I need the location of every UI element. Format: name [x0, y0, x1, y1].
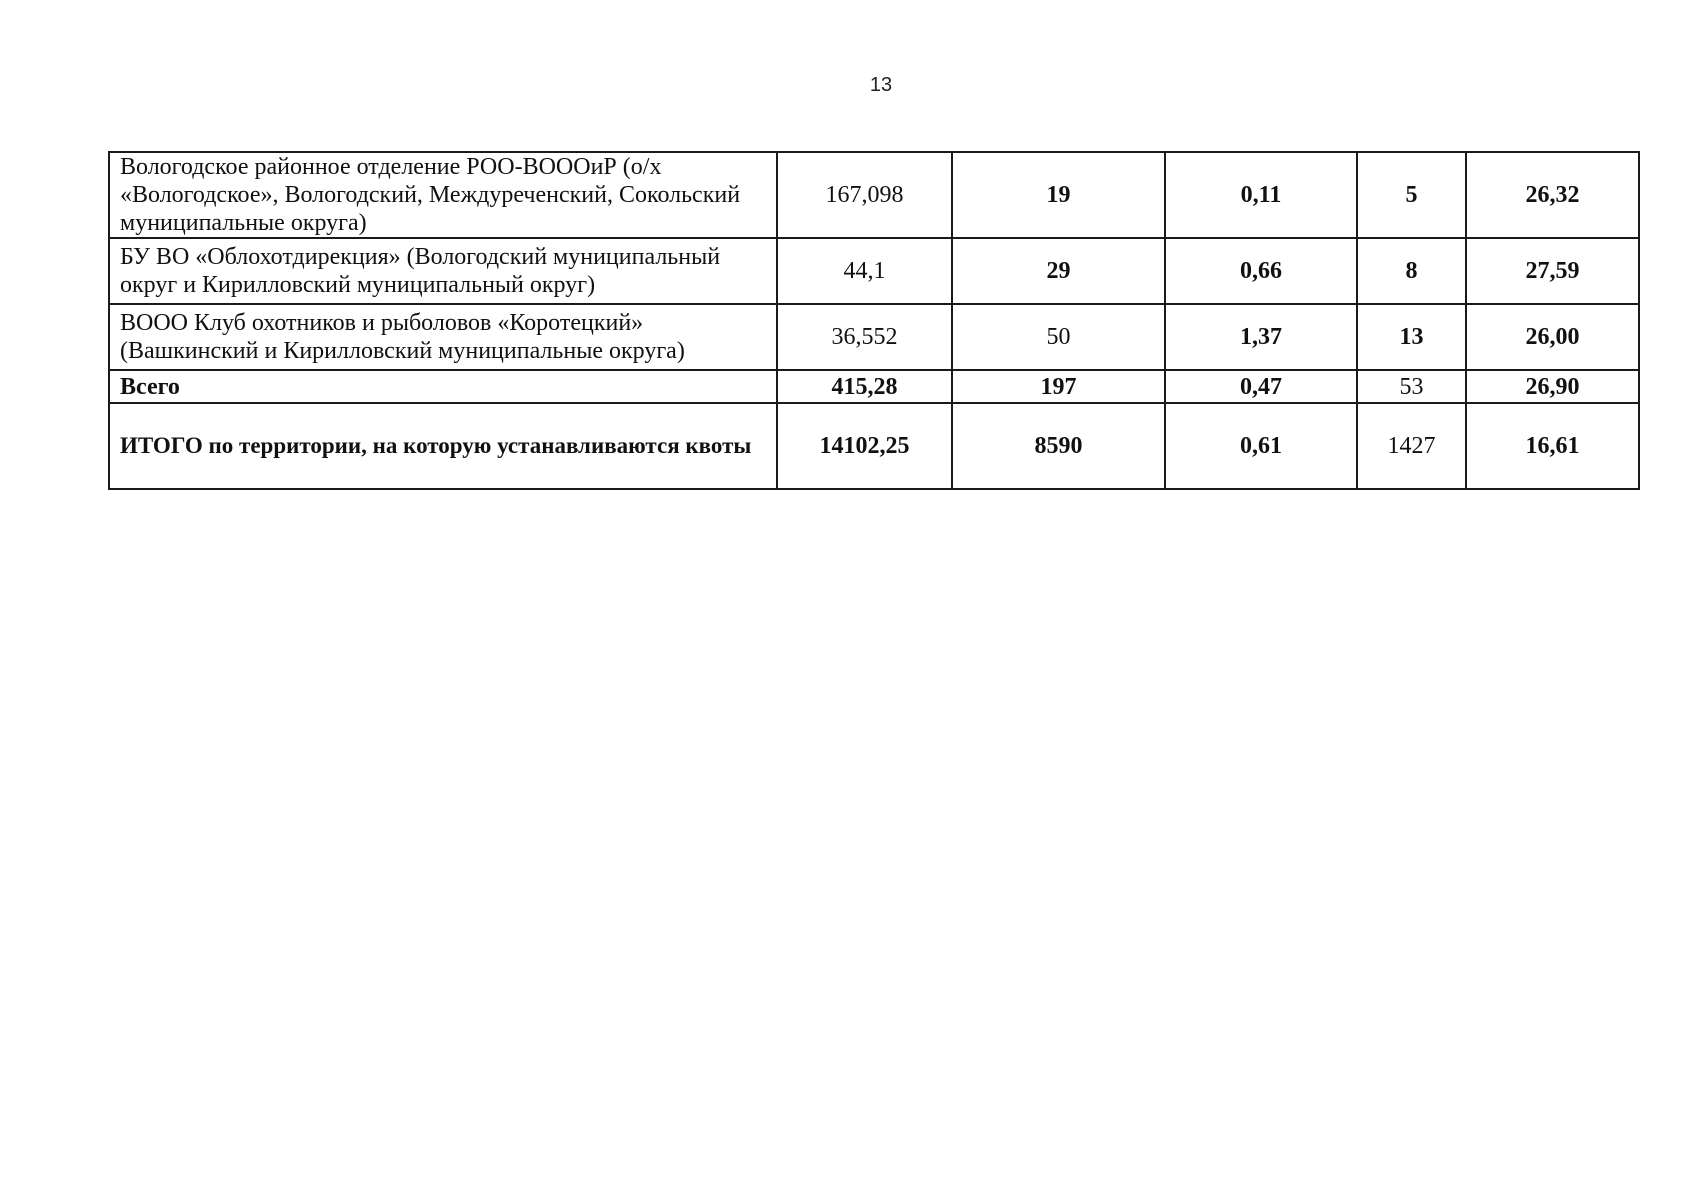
table-row [109, 304, 1639, 370]
area-cell: 44,1 [777, 238, 952, 304]
table-row [109, 238, 1639, 304]
density-cell: 0,66 [1165, 238, 1357, 304]
table-row [109, 152, 1639, 238]
quota-cell: 1427 [1357, 403, 1466, 489]
count-cell: 19 [952, 152, 1165, 238]
row-name-cell: ВООО Клуб охотников и рыболовов «Коротецкий» (Вашкинский и Кирилловский муниципальные округа) [109, 304, 777, 370]
density-cell: 1,37 [1165, 304, 1357, 370]
total-label-cell: Всего [109, 370, 777, 403]
density-cell: 0,47 [1165, 370, 1357, 403]
grand-total-row [109, 403, 1639, 489]
percent-cell: 16,61 [1466, 403, 1639, 489]
grand-total-label-cell: ИТОГО по территории, на которую устанавливаются квоты [109, 403, 777, 489]
density-cell: 0,11 [1165, 152, 1357, 238]
area-cell: 167,098 [777, 152, 952, 238]
count-cell: 197 [952, 370, 1165, 403]
row-name-cell: БУ ВО «Облохотдирекция» (Вологодский муниципальный округ и Кирилловский муниципальный округ) [109, 238, 777, 304]
quota-cell: 8 [1357, 238, 1466, 304]
percent-cell: 27,59 [1466, 238, 1639, 304]
percent-cell: 26,32 [1466, 152, 1639, 238]
quota-cell: 5 [1357, 152, 1466, 238]
row-name-cell: Вологодское районное отделение РОО-ВОООиР (о/х «Вологодское», Вологодский, Междуреченский, Сокольский муниципальные округа) [109, 152, 777, 238]
page-number: 13 [869, 74, 893, 96]
quota-cell: 53 [1357, 370, 1466, 403]
count-cell: 50 [952, 304, 1165, 370]
area-cell: 14102,25 [777, 403, 952, 489]
percent-cell: 26,00 [1466, 304, 1639, 370]
density-cell: 0,61 [1165, 403, 1357, 489]
area-cell: 415,28 [777, 370, 952, 403]
total-row [109, 370, 1639, 403]
percent-cell: 26,90 [1466, 370, 1639, 403]
quota-table [108, 151, 1640, 490]
count-cell: 29 [952, 238, 1165, 304]
count-cell: 8590 [952, 403, 1165, 489]
area-cell: 36,552 [777, 304, 952, 370]
quota-cell: 13 [1357, 304, 1466, 370]
